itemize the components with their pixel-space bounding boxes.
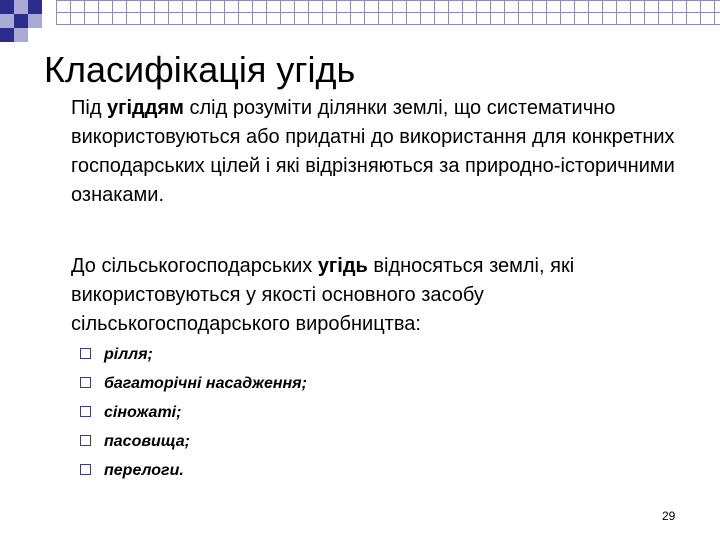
decor-square <box>28 14 42 28</box>
para1-term: угіддям <box>107 97 184 119</box>
list-item-term: пасовища <box>104 433 185 450</box>
definition-paragraph <box>71 94 686 210</box>
square-bullet-icon <box>80 348 91 359</box>
list-item <box>80 369 307 398</box>
list-item-term: багаторічні насадження <box>104 375 302 392</box>
square-bullet-icon <box>80 464 91 475</box>
list-item-punct: ; <box>184 433 190 450</box>
decor-square <box>14 0 28 14</box>
square-bullet-icon <box>80 406 91 417</box>
list-item-term: рілля <box>104 346 148 363</box>
header-grid-band <box>56 0 720 25</box>
list-item <box>80 427 307 456</box>
decor-square <box>0 28 14 42</box>
land-types-list <box>80 340 307 485</box>
decor-square <box>28 0 42 14</box>
para2-pre: До сільськогосподарських <box>71 255 318 277</box>
decor-square <box>14 14 28 28</box>
para1-pre: Під <box>71 97 108 119</box>
list-item-punct: ; <box>176 404 182 421</box>
list-item-punct: ; <box>301 375 307 392</box>
list-item <box>80 398 307 427</box>
para1-post: слід розуміти ділянки землі, що систематично використовуються або придатні до використання для конкретних господарських цілей і які відрізняються за природно-історичними ознаками. <box>71 97 675 206</box>
list-item <box>80 456 307 485</box>
list-item-punct: ; <box>147 346 153 363</box>
decor-square <box>14 28 28 42</box>
list-item-term: сіножаті <box>104 404 177 421</box>
square-bullet-icon <box>80 435 91 446</box>
list-item-term: перелоги <box>104 462 180 479</box>
page-number: 29 <box>662 509 676 523</box>
para2-term: угідь <box>317 255 368 277</box>
decor-square <box>0 14 14 28</box>
para2-post: відносяться землі, які використовуються у якості основного засобу сільськогосподарського виробництва: <box>71 255 575 335</box>
list-item-punct: . <box>179 462 184 479</box>
agricultural-paragraph <box>71 252 686 339</box>
list-item <box>80 340 307 369</box>
slide-title: Класифікація угідь <box>44 49 356 90</box>
decor-square <box>0 0 14 14</box>
square-bullet-icon <box>80 377 91 388</box>
